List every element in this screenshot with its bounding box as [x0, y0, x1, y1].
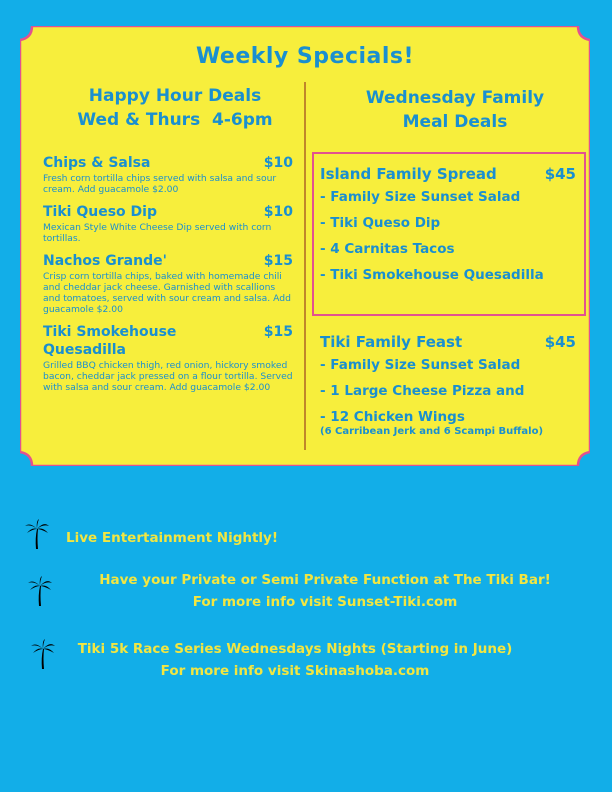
menu-item	[43, 203, 293, 244]
item-name: Tiki Queso Dip	[43, 204, 157, 220]
deal-line: - Family Size Sunset Salad	[320, 357, 521, 373]
happy-hour-heading-line: Wed & Thurs 4-6pm	[77, 110, 273, 130]
race-series-line: Tiki 5k Race Series Wednesdays Nights (Starting in June)	[77, 641, 513, 657]
family-deal-tiki-feast	[320, 332, 576, 438]
family-meal-heading-line: Meal Deals	[402, 112, 508, 132]
palm-tree-icon	[30, 638, 56, 670]
deal-price: $45	[544, 165, 576, 183]
family-meal-heading	[320, 86, 590, 134]
private-function-line: Have your Private or Semi Private Function at The Tiki Bar!	[99, 572, 551, 588]
item-description: Fresh corn tortilla chips served with salsa and sour cream. Add guacamole $2.00	[43, 173, 277, 195]
card-title: Weekly Specials!	[195, 44, 415, 69]
private-function-text	[60, 569, 590, 613]
menu-item	[43, 252, 293, 315]
item-price: $15	[263, 324, 293, 340]
item-price: $15	[263, 253, 293, 269]
race-series-text	[60, 638, 530, 682]
deal-line: - Tiki Queso Dip	[320, 215, 441, 231]
palm-tree-icon	[27, 575, 53, 607]
column-divider	[304, 82, 306, 450]
deal-name: Tiki Family Feast	[320, 333, 463, 351]
happy-hour-heading	[40, 84, 310, 132]
palm-tree-icon	[24, 518, 50, 550]
deal-name: Island Family Spread	[320, 165, 497, 183]
deal-line: - Family Size Sunset Salad	[320, 189, 521, 205]
menu-item	[43, 323, 293, 393]
happy-hour-list	[43, 154, 293, 401]
deal-line: - 1 Large Cheese Pizza and	[320, 383, 525, 399]
race-series-link[interactable]: For more info visit Skinashoba.com	[160, 663, 430, 679]
item-description: Crisp corn tortilla chips, baked with homemade chili and cheddar jack cheese. Garnished with scallions and tomatoes, served with sour cream and salsa. Add guacamole $2.00	[43, 271, 291, 315]
deal-price: $45	[544, 333, 576, 351]
item-name: Chips & Salsa	[43, 155, 151, 171]
menu-item	[43, 154, 293, 195]
item-description: Mexican Style White Cheese Dip served with corn tortillas.	[43, 222, 272, 244]
family-meal-heading-line: Wednesday Family	[365, 88, 545, 108]
item-name: Nachos Grande'	[43, 253, 167, 269]
item-price: $10	[263, 155, 293, 171]
deal-note: (6 Carribean Jerk and 6 Scampi Buffalo)	[320, 426, 544, 437]
item-price: $10	[263, 204, 293, 220]
deal-line: - 12 Chicken Wings	[320, 409, 465, 425]
entertainment-text: Live Entertainment Nightly!	[66, 530, 279, 546]
private-function-link[interactable]: For more info visit Sunset-Tiki.com	[192, 594, 458, 610]
item-name: Tiki Smokehouse Quesadilla	[43, 324, 177, 358]
happy-hour-heading-line: Happy Hour Deals	[88, 86, 262, 106]
weekly-specials-card	[20, 26, 590, 466]
item-description: Grilled BBQ chicken thigh, red onion, hickory smoked bacon, cheddar jack pressed on a flour tortilla. Served with salsa and sour cream. Add guacamole $2.00	[43, 360, 293, 393]
family-deal-island-spread	[320, 164, 576, 288]
deal-line: - 4 Carnitas Tacos	[320, 241, 455, 257]
deal-line: - Tiki Smokehouse Quesadilla	[320, 267, 544, 283]
